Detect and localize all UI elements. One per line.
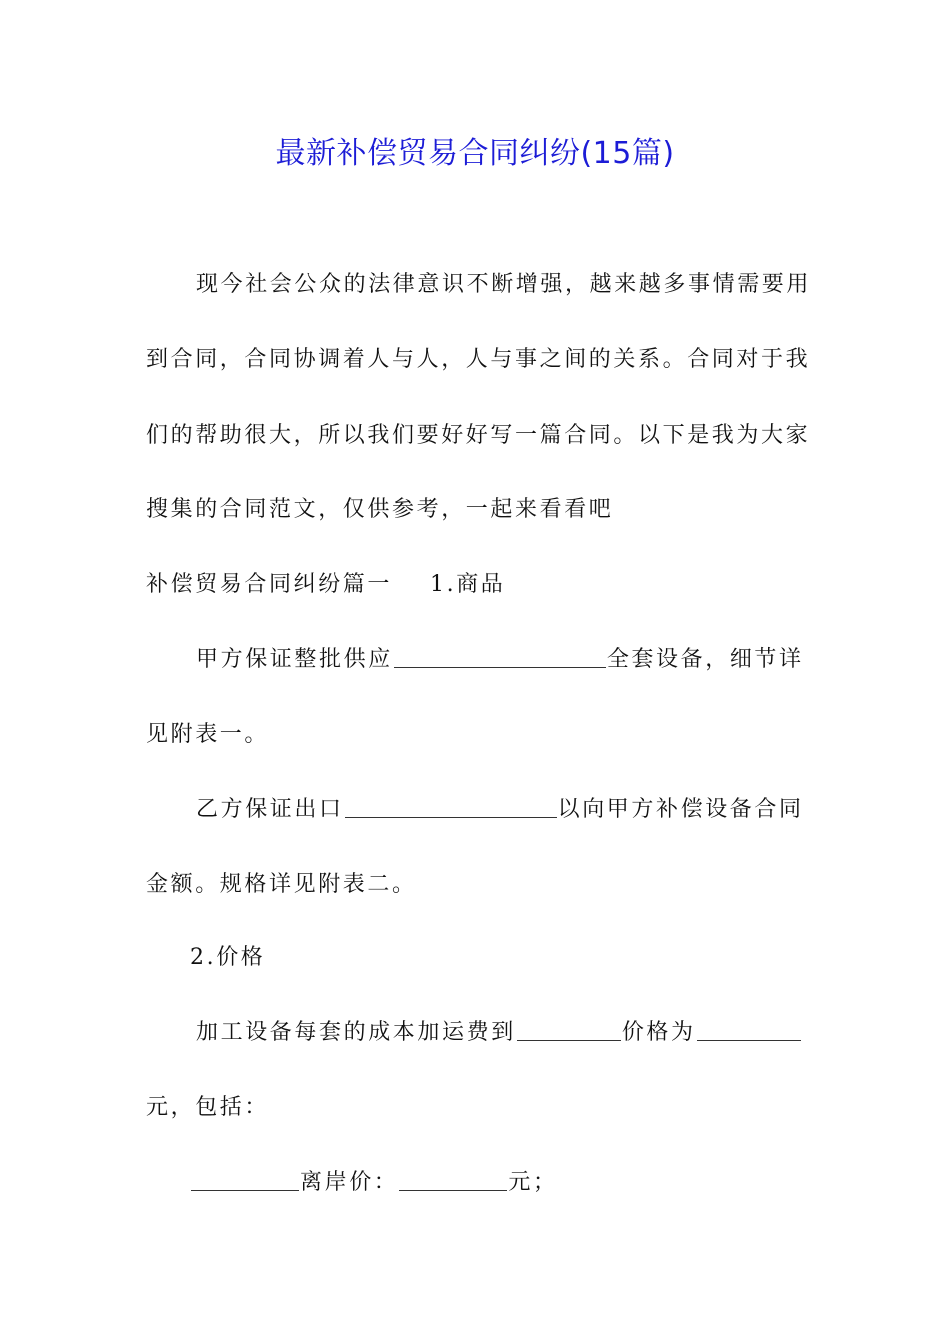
intro-line-3: 们的帮助很大，所以我们要好好写一篇合同。以下是我为大家 xyxy=(146,423,811,448)
fill-in-blank xyxy=(517,1018,621,1041)
paragraph-3-line-1 xyxy=(196,1018,802,1048)
paragraph-2-text-b: 以向甲方补偿设备合同 xyxy=(557,797,804,822)
item-2-heading: 2.价格 xyxy=(190,945,266,970)
section-heading: 补偿贸易合同纠纷篇一 xyxy=(146,572,393,597)
paragraph-4-text-b: 元； xyxy=(508,1170,558,1195)
paragraph-4-line-1 xyxy=(190,1168,558,1198)
intro-line-4: 搜集的合同范文，仅供参考，一起来看看吧 xyxy=(146,497,614,522)
paragraph-3-text-a: 加工设备每套的成本加运费到 xyxy=(196,1020,516,1045)
document-title: 最新补偿贸易合同纠纷(15篇) xyxy=(275,136,675,171)
paragraph-3-line-2: 元，包括： xyxy=(146,1095,270,1120)
intro-line-1: 现今社会公众的法律意识不断增强，越来越多事情需要用 xyxy=(196,272,812,297)
fill-in-blank xyxy=(191,1168,299,1191)
paragraph-2-line-1 xyxy=(196,795,804,825)
item-1-heading: 1.商品 xyxy=(430,572,506,597)
paragraph-1-line-1 xyxy=(196,645,804,675)
paragraph-2-text-a: 乙方保证出口 xyxy=(196,797,344,822)
paragraph-1-text-a: 甲方保证整批供应 xyxy=(196,647,393,672)
fill-in-blank xyxy=(399,1168,507,1191)
paragraph-1-text-b: 全套设备，细节详 xyxy=(606,647,804,672)
fill-in-blank xyxy=(697,1018,801,1041)
paragraph-4-text-a: 离岸价： xyxy=(300,1170,399,1195)
paragraph-2-line-2: 金额。规格详见附表二。 xyxy=(146,872,417,897)
intro-line-2: 到合同，合同协调着人与人，人与事之间的关系。合同对于我 xyxy=(146,347,811,372)
paragraph-3-text-b: 价格为 xyxy=(621,1020,696,1045)
fill-in-blank xyxy=(345,795,557,818)
fill-in-blank xyxy=(394,645,606,668)
paragraph-1-line-2: 见附表一。 xyxy=(146,722,270,747)
